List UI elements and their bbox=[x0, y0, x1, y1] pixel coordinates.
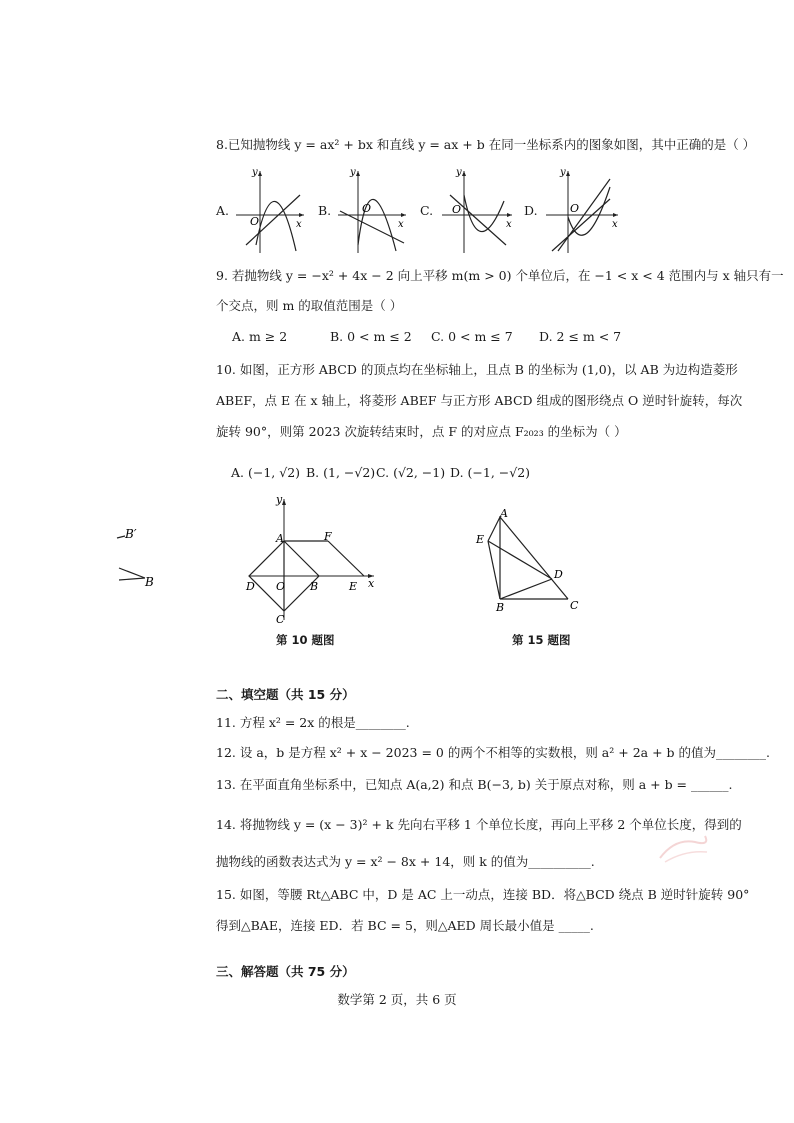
svg-text:y: y bbox=[276, 495, 283, 506]
q14-line2: 抛物线的函数表达式为 y = x² − 8x + 14，则 k 的值为__________. bbox=[216, 854, 595, 869]
q9-option-a[interactable]: A. m ≥ 2 bbox=[232, 329, 288, 344]
q10-option-b[interactable]: B. (1, −√2) bbox=[306, 465, 376, 480]
svg-text:D: D bbox=[246, 580, 255, 593]
q10-line3: 旋转 90°，则第 2023 次旋转结束时，点 F 的对应点 F₂₀₂₃ 的坐标为（ ） bbox=[216, 424, 627, 439]
section-2-title: 二、填空题（共 15 分） bbox=[216, 687, 355, 702]
graph-a bbox=[216, 165, 306, 255]
q14-line1: 14. 将抛物线 y = (x − 3)² + k 先向右平移 1 个单位长度，再向上平移 2 个单位长度，得到的 bbox=[216, 817, 742, 832]
svg-text:y: y bbox=[252, 167, 258, 178]
svg-text:x: x bbox=[612, 219, 618, 230]
figure-q15 bbox=[470, 505, 590, 615]
graph-d bbox=[524, 165, 624, 255]
svg-text:C: C bbox=[570, 599, 579, 612]
ink-stain bbox=[655, 828, 715, 868]
q8-option-c[interactable] bbox=[420, 165, 515, 255]
q13: 13. 在平面直角坐标系中，已知点 A(a,2) 和点 B(−3, b) 关于原点对称，则 a + b = ______. bbox=[216, 777, 733, 792]
origin-label: O bbox=[452, 203, 462, 216]
origin-label: O bbox=[570, 202, 580, 215]
graph-b bbox=[318, 165, 408, 255]
q9-line2: 个交点，则 m 的取值范围是（ ） bbox=[216, 298, 403, 313]
svg-text:x: x bbox=[398, 219, 404, 230]
svg-text:E: E bbox=[476, 533, 485, 546]
svg-text:O: O bbox=[276, 580, 286, 593]
q10-option-d[interactable]: D. (−1, −√2) bbox=[450, 465, 531, 480]
q8-option-b[interactable] bbox=[318, 165, 408, 255]
svg-text:E: E bbox=[349, 580, 358, 593]
q10-line1: 10. 如图，正方形 ABCD 的顶点均在坐标轴上，且点 B 的坐标为 (1,0)，以 AB 为边构造菱形 bbox=[216, 362, 738, 377]
option-label: A. bbox=[216, 203, 230, 218]
q15-line2: 得到△BAE，连接 ED．若 BC = 5，则△AED 周长最小值是 _____. bbox=[216, 918, 594, 933]
q9-line1: 9. 若抛物线 y = −x² + 4x − 2 向上平移 m(m > 0) 个单位后，在 −1 < x < 4 范围内与 x 轴只有一 bbox=[216, 268, 784, 283]
svg-text:C: C bbox=[276, 613, 285, 625]
svg-text:F: F bbox=[324, 530, 332, 543]
q10-line2: ABEF，点 E 在 x 轴上，将菱形 ABEF 与正方形 ABCD 组成的图形绕点 O 逆时针旋转，每次 bbox=[216, 393, 743, 408]
q11: 11. 方程 x² = 2x 的根是________. bbox=[216, 715, 410, 730]
svg-text:B: B bbox=[496, 601, 505, 614]
caption-fig10: 第 10 题图 bbox=[276, 633, 335, 647]
option-label: C. bbox=[420, 203, 434, 218]
svg-text:B: B bbox=[310, 580, 319, 593]
figure-q10 bbox=[244, 495, 384, 625]
q8-stem: 8.已知抛物线 y = ax² + bx 和直线 y = ax + b 在同一坐标系内的图象如图，其中正确的是（ ） bbox=[216, 137, 756, 152]
label-b: B bbox=[145, 575, 154, 589]
q9-option-b[interactable]: B. 0 < m ≤ 2 bbox=[330, 329, 412, 344]
svg-text:A: A bbox=[276, 532, 284, 545]
q9-option-d[interactable]: D. 2 ≤ m < 7 bbox=[539, 329, 622, 344]
svg-text:x: x bbox=[368, 577, 375, 590]
caption-fig15: 第 15 题图 bbox=[512, 633, 571, 647]
origin-label: O bbox=[250, 215, 260, 228]
graph-c bbox=[420, 165, 515, 255]
svg-text:D: D bbox=[554, 568, 563, 581]
svg-text:y: y bbox=[456, 167, 462, 178]
q9-option-c[interactable]: C. 0 < m ≤ 7 bbox=[431, 329, 513, 344]
q10-option-a[interactable]: A. (−1, √2) bbox=[231, 465, 301, 480]
section-3-title: 三、解答题（共 75 分） bbox=[216, 964, 355, 979]
q10-option-c[interactable]: C. (√2, −1) bbox=[376, 465, 446, 480]
option-label: B. bbox=[318, 203, 332, 218]
svg-text:x: x bbox=[296, 219, 302, 230]
svg-text:x: x bbox=[506, 219, 512, 230]
page-footer: 数学第 2 页，共 6 页 bbox=[337, 992, 457, 1007]
origin-label: O bbox=[362, 202, 372, 215]
svg-text:A: A bbox=[500, 507, 508, 520]
q8-option-a[interactable] bbox=[216, 165, 306, 255]
svg-text:y: y bbox=[560, 167, 566, 178]
q15-line1: 15. 如图，等腰 Rt△ABC 中，D 是 AC 上一动点，连接 BD．将△BCD 绕点 B 逆时针旋转 90° bbox=[216, 887, 750, 902]
svg-text:y: y bbox=[350, 167, 356, 178]
label-b-prime: B′ bbox=[125, 527, 137, 541]
q8-option-d[interactable] bbox=[524, 165, 624, 255]
stray-mark bbox=[115, 520, 175, 590]
option-label: D. bbox=[524, 203, 538, 218]
q12: 12. 设 a，b 是方程 x² + x − 2023 = 0 的两个不相等的实数根，则 a² + 2a + b 的值为________. bbox=[216, 745, 770, 760]
